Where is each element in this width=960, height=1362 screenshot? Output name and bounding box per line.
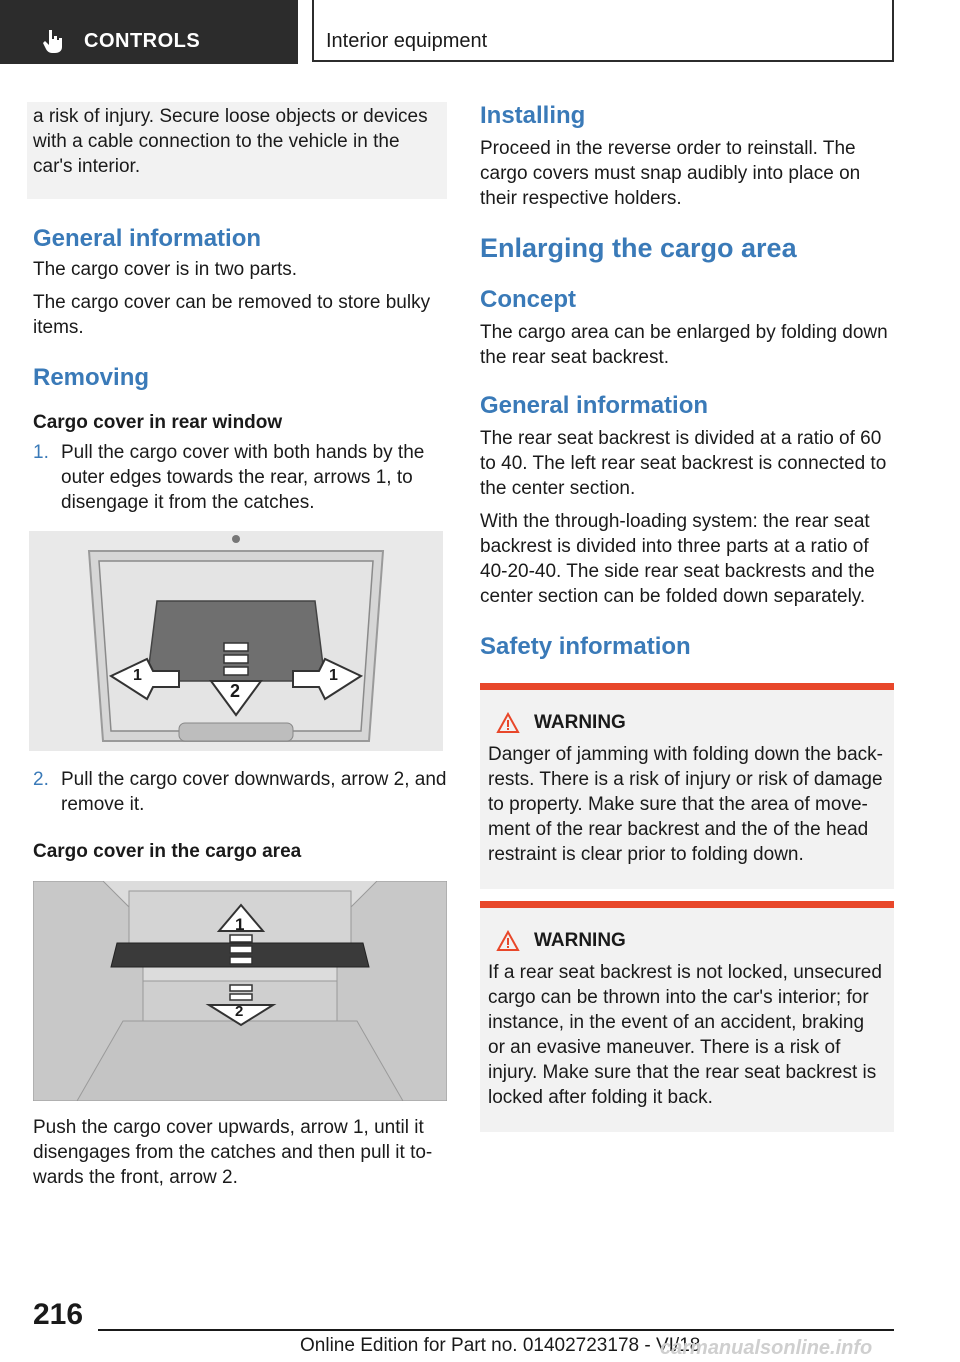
concept-heading: Concept (480, 286, 576, 313)
general-paragraph-1: The rear seat backrest is divided at a ratio of 60 to 40. The left rear seat backrest is connected to the center section. (480, 428, 887, 499)
footer-divider (98, 1329, 894, 1331)
removing-heading: Removing (33, 364, 150, 391)
edition-text: Online Edition for Part no. 01402723178 - VI/18 (300, 1335, 701, 1356)
general-info-paragraph-1: The cargo cover is in two parts. (33, 259, 297, 280)
rear-window-heading: Cargo cover in rear window (33, 412, 283, 433)
step-2 (33, 767, 447, 817)
step-1 (33, 440, 447, 515)
warning-2-title: WARNING (534, 930, 626, 951)
cargo-area-instructions: Push the cargo cover upwards, arrow 1, until it disengages from the catches and then pull it to‐ wards the front, arrow 2. (33, 1117, 433, 1188)
rear-window-figure (29, 531, 443, 751)
step-2-text: Pull the cargo cover downwards, arrow 2, and remove it. (61, 769, 447, 815)
hand-pointer-icon (40, 28, 66, 54)
installing-heading: Installing (480, 102, 586, 129)
figure-1-label-center: 2 (230, 681, 241, 701)
intro-warning-box (27, 102, 447, 199)
enlarging-cargo-area-heading: Enlarging the cargo area (480, 233, 797, 263)
section-tab[interactable] (0, 0, 298, 64)
intro-box-text: a risk of injury. Secure loose objects or devices with a cable connection to the vehicle in the car's interior. (33, 106, 428, 177)
figure-1-label-right: 1 (329, 667, 338, 684)
warning-1-title: WARNING (534, 712, 626, 733)
safety-information-heading: Safety information (480, 633, 691, 660)
general-info-paragraph-2: The cargo cover can be removed to store bulky items. (33, 292, 431, 338)
figure-2-label-1: 1 (235, 915, 245, 934)
warning-2-text: If a rear seat backrest is not locked, unsecured cargo can be thrown into the car's interior; for instance, in the event of an accident, braking or an evasive maneuver. There is a risk of injury. Make sure that the rear seat backrest is locked after folding it back. (488, 962, 882, 1108)
general-information-heading-right: General information (480, 392, 709, 419)
concept-text: The cargo area can be enlarged by folding down the rear seat backrest. (480, 322, 888, 368)
left-column (33, 102, 447, 1190)
warning-box-1 (480, 683, 894, 889)
warning-1-text: Danger of jamming with folding down the back‐ rests. There is a risk of injury or risk of damage to property. Make sure that the area of move‐ ment of the rear backrest and the of the head restraint is clear prior to folding down. (488, 744, 883, 865)
cargo-area-figure (33, 881, 447, 1101)
step-2-number: 2. (33, 769, 49, 790)
cargo-area-heading: Cargo cover in the cargo area (33, 841, 302, 862)
figure-1-label-left: 1 (133, 667, 142, 684)
section-label: CONTROLS (84, 30, 201, 52)
cargo-area-illustration (33, 881, 447, 1101)
chapter-header (312, 0, 894, 62)
step-1-number: 1. (33, 442, 49, 463)
chapter-title: Interior equipment (326, 30, 488, 52)
right-column (480, 102, 894, 1132)
warning-triangle-icon (496, 930, 520, 952)
installing-text: Proceed in the reverse order to reinstall. The cargo covers must snap audibly into place on their respective holders. (480, 138, 861, 209)
warning-triangle-icon (496, 712, 520, 734)
step-1-text: Pull the cargo cover with both hands by the outer edges towards the rear, arrows 1, to disengage it from the catches. (61, 442, 425, 513)
rear-window-illustration (29, 531, 443, 751)
general-information-heading: General information (33, 225, 262, 252)
figure-2-label-2: 2 (235, 1003, 244, 1020)
warning-box-2 (480, 901, 894, 1132)
watermark: carmanualsonline.info (660, 1337, 873, 1359)
general-paragraph-2: With the through-loading system: the rear seat backrest is divided into three parts at a ratio of 40-20-40. The side rear seat backrests and the center section can be folded down separately. (480, 511, 875, 607)
page-number: 216 (33, 1298, 84, 1331)
